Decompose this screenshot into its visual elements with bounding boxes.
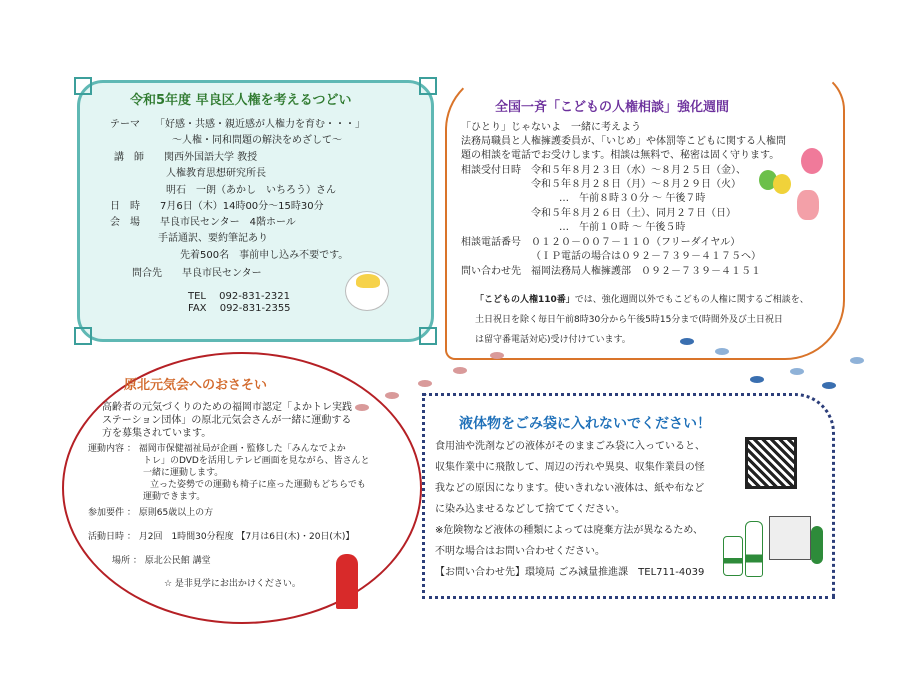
balloon-illustration <box>801 148 823 174</box>
worker-illustration <box>811 526 823 564</box>
liquid-line: 食用油や洗剤などの液体がそのままごみ袋に入っていると、 <box>435 441 705 452</box>
consult-line: 令和５年８月２８日（月）～８月２９日（火） <box>531 179 741 190</box>
fish-decoration <box>355 404 369 411</box>
balloon-illustration <box>773 174 791 194</box>
corner-ornament <box>74 327 92 345</box>
event-venue: 会 場 早良市民センター 4階ホール <box>110 217 296 228</box>
liquid-panel <box>422 393 835 599</box>
liquid-line: 我などの原因になります。使いきれない液体は、紙や布など <box>435 483 705 494</box>
hotline-note: では、強化週間以外でもこどもの人権に関するご相談を、 <box>574 295 809 305</box>
genki-line: ステーション団体」の原北元気会さんが一緒に運動する <box>102 415 352 426</box>
event-lecturer-role: 人権教育思想研究所長 <box>166 168 266 179</box>
hotline-note: 土日祝日を除く毎日午前8時30分から午後5時15分まで(時間外及び土日祝日 <box>475 315 783 325</box>
fish-decoration <box>750 376 764 383</box>
hotline-note: は留守番電話対応)受け付けています。 <box>475 335 631 345</box>
consult-line: （ＩＰ電話の場合は０９２－７３９－４１７５へ） <box>531 251 761 262</box>
liquid-title: 液体物をごみ袋に入れないでください！ <box>459 416 711 432</box>
event-tel: TEL 092-831-2321 <box>188 291 291 302</box>
event-capacity: 先着500名 事前申し込み不要です。 <box>180 250 349 261</box>
bottle-illustration <box>745 521 763 577</box>
genki-line: 活動日時 ： 月2回 1時間30分程度 【7月は6日(木)・20日(木)】 <box>88 532 355 542</box>
fish-decoration <box>385 392 399 399</box>
fish-decoration <box>790 368 804 375</box>
consult-line: 相談受付日時 令和５年８月２３日（水）～８月２５日（金）、 <box>461 165 746 176</box>
fish-decoration <box>453 367 467 374</box>
genki-line: 運動できます。 <box>143 492 206 502</box>
fish-decoration <box>490 352 504 359</box>
fish-decoration <box>715 348 729 355</box>
liquid-line: 不明な場合はお問い合わせください。 <box>435 546 605 557</box>
consult-line: 相談電話番号 ０１２０－００７－１１０（フリーダイヤル） <box>461 237 741 248</box>
consult-line: 「ひとり」じゃないよ 一緒に考えよう <box>461 122 641 133</box>
genki-line: 方を募集されています。 <box>102 428 212 439</box>
genki-line: 運動内容 ： 福岡市保健福祉局が企画・監修した「みんなでよか <box>88 444 346 454</box>
child-illustration <box>797 190 819 220</box>
event-accessibility: 手話通訳、要約筆記あり <box>158 233 268 244</box>
fish-decoration <box>850 357 864 364</box>
liquid-line: に染み込ませるなどして捨ててください。 <box>435 504 625 515</box>
fish-decoration <box>680 338 694 345</box>
bottle-illustration <box>723 536 743 576</box>
consult-title: 全国一斉「こどもの人権相談」強化週間 <box>495 100 730 115</box>
liquid-line: 【お問い合わせ先】環境局 ごみ減量推進課 TEL711-4039 <box>435 567 705 578</box>
consult-panel <box>445 70 845 360</box>
fish-decoration <box>418 380 432 387</box>
genki-line: 一緒に運動します。 <box>143 468 224 478</box>
genki-panel <box>62 352 422 624</box>
fish-decoration <box>822 382 836 389</box>
qr-code[interactable] <box>745 437 797 489</box>
event-lecturer-name: 明石 一朗（あかし いちろう）さん <box>166 185 336 196</box>
exercise-man-illustration <box>336 554 358 609</box>
angel-illustration <box>345 271 389 311</box>
corner-ornament <box>419 327 437 345</box>
garbage-truck-illustration <box>769 516 811 560</box>
genki-line: 立った姿勢での運動も椅子に座った運動もどちらでも <box>150 480 366 490</box>
consult-line: 令和５年８月２６日（土）、同月２７日（日） <box>531 208 736 219</box>
consult-line: 題の相談を電話でお受けします。相談は無料で、秘密は固く守ります。 <box>461 150 780 161</box>
hotline-name: 「こどもの人権110番」 <box>475 295 575 305</box>
event-contact: 問合先 早良市民センター <box>132 268 262 279</box>
event-datetime: 日 時 7月6日（木）14時00分～15時30分 <box>110 201 324 212</box>
genki-line: ☆ 是非見学にお出かけください。 <box>164 579 301 589</box>
corner-ornament <box>419 77 437 95</box>
event-panel <box>77 80 434 342</box>
genki-title: 原北元気会へのおさそい <box>124 378 268 393</box>
genki-line: 参加要件 ： 原則65歳以上の方 <box>88 508 214 518</box>
event-theme: テーマ 「好感・共感・親近感が人権力を育む・・・」 <box>110 119 365 130</box>
event-fax: FAX 092-831-2355 <box>188 303 291 314</box>
corner-ornament <box>74 77 92 95</box>
liquid-line: 収集作業中に飛散して、周辺の汚れや異臭、収集作業員の怪 <box>435 462 705 473</box>
event-subtheme: ～人権・同和問題の解決をめざして～ <box>172 135 342 146</box>
genki-line: トレ」のDVDを活用しテレビ画面を見ながら、皆さんと <box>143 456 370 466</box>
consult-line: 法務局職員と人権擁護委員が、「いじめ」や体罰等こどもに関する人権問 <box>461 136 786 147</box>
event-lecturer: 講 師 関西外国語大学 教授 <box>114 152 258 163</box>
genki-line: 高齢者の元気づくりのための福岡市認定「よかトレ実践 <box>102 402 352 413</box>
consult-line: … 午前１０時 ～ 午後５時 <box>559 222 686 233</box>
liquid-line: ※危険物など液体の種類によっては廃棄方法が異なるため、 <box>435 525 703 536</box>
consult-line: … 午前８時３０分 ～ 午後７時 <box>559 193 706 204</box>
genki-line: 場所 ： 原北公民館 講堂 <box>112 556 211 566</box>
consult-line: 問い合わせ先 福岡法務局人権擁護部 ０９２－７３９－４１５１ <box>461 266 761 277</box>
event-title: 令和5年度 早良区人権を考えるつどい <box>130 93 352 108</box>
